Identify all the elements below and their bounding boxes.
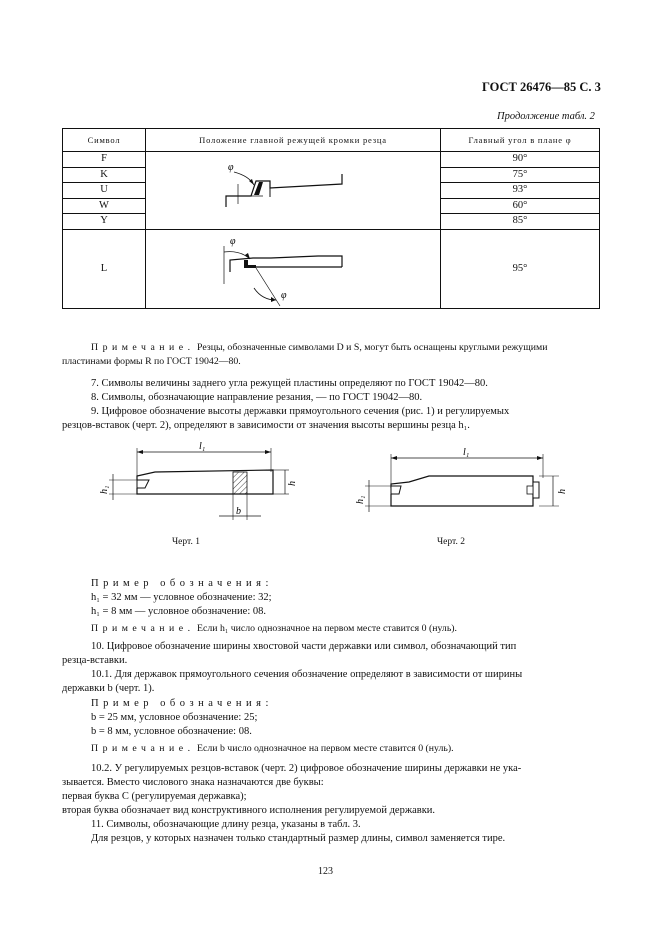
angle-cell: 90° <box>441 152 600 168</box>
note-text: Если h₁ число однозначное на первом месте ставится 0 (нуль). <box>194 623 457 634</box>
figure-1-caption: Черт. 1 <box>172 537 200 547</box>
column-header-angle: Главный угол в плане φ <box>441 129 600 152</box>
item-10-2-first-letter: первая буква С (регулируемая державка); <box>62 791 247 802</box>
example-2-line-2: b = 8 мм, условное обозначение: 08. <box>91 726 252 737</box>
example-2-label: Пример обозначения: <box>91 698 273 709</box>
item-10-2-cont: зывается. Вместо числового знака назначаются две буквы: <box>62 777 324 788</box>
example-1-label: Пример обозначения: <box>91 578 273 589</box>
example-2-line-1: b = 25 мм, условное обозначение: 25; <box>91 712 258 723</box>
h1-label: h₁ <box>99 485 110 494</box>
figure-2-caption: Черт. 2 <box>437 537 465 547</box>
cutting-edge-sketch <box>146 154 440 227</box>
item-10-2-second-letter: вторая буква обозначает вид конструктивного исполнения регулируемой державки. <box>62 805 436 816</box>
cutting-edge-figure-cell-l <box>146 229 441 308</box>
angle-cell: 85° <box>441 214 600 230</box>
item-10-cont: резца-вставки. <box>62 655 128 666</box>
h-label: h <box>287 481 298 486</box>
item-10-1-cont: державки b (черт. 1). <box>62 683 155 694</box>
h1-label-2: h₁ <box>355 495 366 504</box>
note-text: Если b число однозначное на первом месте ставится 0 (нуль). <box>194 743 454 754</box>
item-9: 9. Цифровое обозначение высоты державки прямоугольного сечения (рис. 1) и регулируемых <box>91 406 510 417</box>
symbol-cell: U <box>63 183 146 199</box>
document-id: ГОСТ 26476—85 С. 3 <box>482 80 601 94</box>
item-8: 8. Символы, обозначающие направление резания, — по ГОСТ 19042—80. <box>91 392 423 403</box>
note-label: Примечание. <box>91 342 195 353</box>
item-9-cont: резцов-вставок (черт. 2), определяют в зависимости от значения высоты вершины резца h₁. <box>62 420 470 431</box>
note-text: Резцы, обозначенные символами D и S, могут быть оснащены круглыми режущими <box>194 342 548 353</box>
item-10: 10. Цифровое обозначение ширины хвостовой части державки или символ, обозначающий тип <box>91 641 517 652</box>
cutting-edge-sketch-l <box>146 230 440 308</box>
item-11-cont: Для резцов, у которых назначен только стандартный размер длины, символ заменяется тире. <box>91 833 506 844</box>
b-label: b <box>236 506 241 517</box>
cutting-edge-figure-cell <box>146 152 441 230</box>
symbols-table <box>62 128 600 309</box>
page-number: 123 <box>318 866 333 877</box>
angle-cell: 95° <box>441 229 600 308</box>
note-label: Примечание. <box>91 743 195 754</box>
note-h1 <box>91 622 457 636</box>
table-header-row <box>63 129 600 152</box>
phi-label: φ <box>228 161 234 173</box>
item-11: 11. Символы, обозначающие длину резца, указаны в табл. 3. <box>91 819 361 830</box>
item-7: 7. Символы величины заднего угла режущей пластины определяют по ГОСТ 19042—80. <box>91 378 488 389</box>
h-label-2: h <box>557 489 568 494</box>
symbol-cell: K <box>63 167 146 183</box>
symbol-cell: W <box>63 198 146 214</box>
angle-cell: 93° <box>441 183 600 199</box>
l1-label: l₁ <box>199 441 206 452</box>
item-10-1: 10.1. Для державок прямоугольного сечения обозначение определяют в зависимости от ширины <box>91 669 523 680</box>
table-row <box>63 229 600 308</box>
angle-cell: 75° <box>441 167 600 183</box>
example-1-line-1: h₁ = 32 мм — условное обозначение: 32; <box>91 592 272 603</box>
phi-label-top: φ <box>230 235 236 247</box>
symbol-cell: L <box>63 229 146 308</box>
angle-cell: 60° <box>441 198 600 214</box>
note-round-inserts <box>91 341 603 355</box>
figure-2-drawing <box>355 448 575 532</box>
note-round-inserts-cont: пластинами формы R по ГОСТ 19042—80. <box>62 356 241 367</box>
item-10-2: 10.2. У регулируемых резцов-вставок (черт. 2) цифровое обозначение ширины державки не ука- <box>91 763 522 774</box>
example-1-line-2: h₁ = 8 мм — условное обозначение: 08. <box>91 606 266 617</box>
l1-label-2: l₁ <box>463 448 470 458</box>
figure-1-drawing <box>95 440 305 532</box>
note-b <box>91 742 454 756</box>
phi-label-bottom: φ <box>281 289 287 301</box>
column-header-position: Положение главной режущей кромки резца <box>146 129 441 152</box>
symbol-cell: Y <box>63 214 146 230</box>
table-row <box>63 152 600 168</box>
symbol-cell: F <box>63 152 146 168</box>
table-continuation: Продолжение табл. 2 <box>497 111 595 122</box>
note-label: Примечание. <box>91 623 195 634</box>
column-header-symbol: Символ <box>63 129 146 152</box>
